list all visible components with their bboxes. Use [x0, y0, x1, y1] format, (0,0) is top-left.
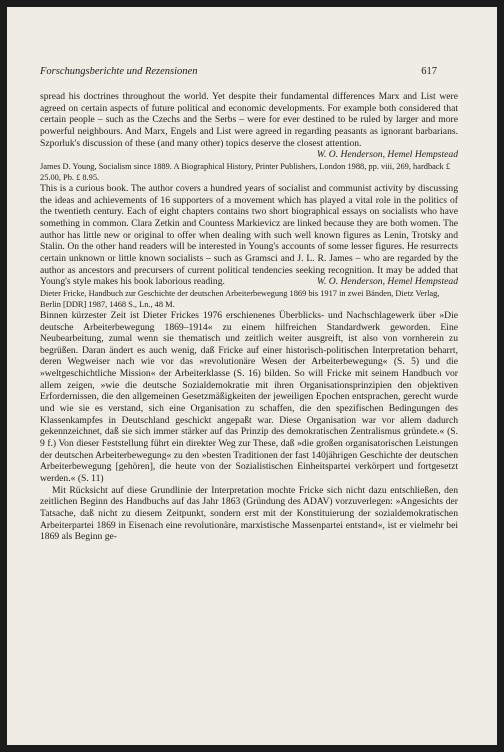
review2-signature: W. O. Henderson, Hemel Hempstead [316, 276, 458, 288]
review3-paragraph1: Binnen kürzester Zeit ist Dieter Frickes 1976 erschienenes Überblicks- und Nachschlagewerk über »Die deutsche Arbeiterbewegung 1869–1914« zu einem hilfreichen Standardwerk geworden. Eine Neubearbeitung, zumal wenn sie thematisch und zeitlich weiter ausgreift, ist also von vornherein zu begrüßen. Daran ändert es auch wenig, daß Fricke auf einer historisch-politischen Interpretation beharrt, deren Wegweiser nach wie vor das »revolutionäre Wesen der Arbeiterbewegung« (S. 5) und die »weltgeschichtliche Mission« der Arbeiterklasse (S. 16) bilden. So will Fricke mit seinem Handbuch vor allem zeigen, »wie die deutsche Sozialdemokratie mit ihren Organisationsprinzipien den objektiven Erfordernissen, die den allgemeinen Gesetzmäßigkeiten der jeweiligen Epochen entsprachen, gerecht wurde und wie sie es verstand, sich eine Organisation zu schaffen, die den spezifischen Bedingungen des Klassenkampfes in Deutschland geschickt angepaßt war. Diese Organisation war vor allem dadurch gekennzeichnet, daß sie sich immer stärker auf das Prinzip des demokratischen Zentralismus gründete.« (S. 9 f.) Von dieser Feststellung führt ein direkter Weg zur These, daß »die großen organisatorischen Leistungen der deutschen Arbeiterbewegung« zu den »besten Traditionen der fast 140jährigen Geschichte der deutschen Arbeiterbewegung [gehören], die heute von der Sozialistischen Einheitspartei verkörpert und fortgesetzt werden.« (S. 11) [40, 309, 458, 485]
review2-text [40, 183, 458, 288]
review3-citation: Dieter Fricke, Handbuch zur Geschichte der deutschen Arbeiterbewegung 1869 bis 1917 in zwei Bänden, Dietz Verlag, Berlin [DDR] 1987, 1468 S., Ln., 48 M. [40, 288, 440, 309]
section-title: Forschungsberichte und Rezensionen [40, 66, 198, 77]
page-body [40, 91, 458, 543]
running-header [40, 66, 437, 77]
review1-signature: W. O. Henderson, Hemel Hempstead [316, 149, 458, 161]
review2-citation: James D. Young, Socialism since 1889. A Biographical History, Printer Publishers, London 1988, pp. viii, 269, hardback £ 25.00, Pb. £ 8.95. [40, 161, 451, 182]
review3-paragraph2: Mit Rücksicht auf diese Grundlinie der Interpretation mochte Fricke sich nicht dazu entschließen, den zeitlichen Beginn des Handbuchs auf das Jahr 1863 (Gründung des ADAV) vorzuverlegen: »Angesichts der Tatsache, daß nicht zu diesem Zeitpunkt, sondern erst mit der Konstituierung der sozialdemokratischen Arbeiterpartei 1869 in Eisenach eine revolutionäre, marxistische Massenpartei entstand«, ist er vielmehr bei 1869 als Beginn ge- [40, 484, 458, 543]
review2-text-body: This is a curious book. The author covers a hundred years of socialist and communist activity by discussing the ideas and achievements of 16 supporters of a movement which has played a vital role in the politics of the twentieth century. Each of eight chapters contains two short biographical essays on socialists who have something in common. Clara Zetkin and Countess Markievicz are linked because they are both women. The author has little new or original to offer when dealing with such well known figures as Lenin, Trotsky and Stalin. On the other hand readers will be interested in Young's accounts of some lesser figures. He resurrects certain unknown or little known socialists – such as Gramsci and J. L. R. James – who are regarded by the author as ancestors and precursers of current political tendencies seeking recognition. It may be added that Young's style makes his book laborious reading. [40, 182, 458, 288]
book-page [7, 7, 497, 745]
review1-text: spread his doctrines throughout the world. Yet despite their fundamental differences Marx and List were agreed on certain aspects of future political and economic developments. For example both considered that certain people – such as the Czechs and the Serbs – were for ever destined to be ruled by larger and more powerful neighbours. And Marx, Engels and List were agreed in regarding peasants as ignorant barbarians. Szporluk's discussion of these (and many other) topics deserve the closest attention. [40, 91, 458, 149]
page-number: 617 [421, 66, 437, 77]
